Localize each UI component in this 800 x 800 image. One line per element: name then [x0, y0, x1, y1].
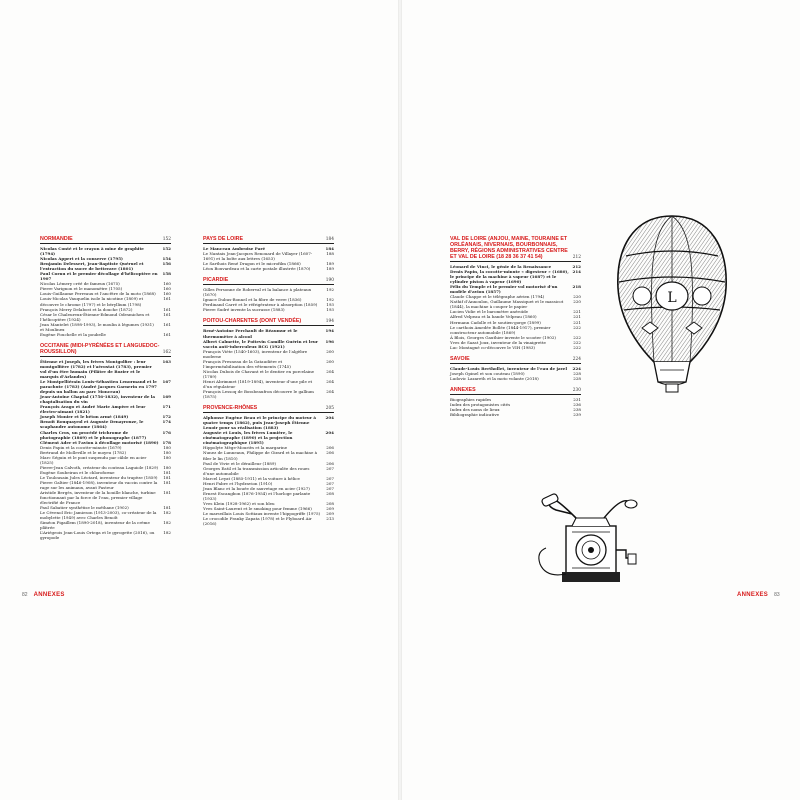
toc-entry[interactable]	[40, 490, 171, 505]
entry-page-number: 181	[163, 505, 171, 511]
entry-title: Yves Saint-Laurent et le smoking pour femme (1966)	[203, 505, 312, 511]
entry-page-number: 160	[163, 291, 171, 297]
section-title: POITOU-CHARENTES (DONT VENDÉE)	[203, 318, 302, 325]
toc-entry[interactable]	[203, 389, 334, 399]
entry-page-number: 213	[326, 516, 334, 522]
entry-title: Benoît Rouquayrol et Auguste Denayrouze, le scaphandre autonome (1864)	[40, 419, 144, 430]
entry-title: Le Sarthois René Dragon et le microfilm (1866)	[203, 261, 301, 267]
entry-title: Nunez de Lunneaux, Philippe de Girard et la machine à filer le lin (1810)	[203, 450, 318, 461]
entry-page-number: 182	[163, 520, 171, 526]
entry-page-number: 214	[572, 269, 581, 275]
entry-title: Le Manceau Ambroise Paré	[203, 246, 266, 251]
entry-title: Jean Blanc et la bouée de sauvetage en acier (1927)	[203, 485, 310, 491]
right-footer	[737, 592, 780, 598]
entry-title: Eugène Fouchelle et la poubelle	[40, 331, 106, 337]
toc-entry[interactable]	[40, 404, 171, 414]
entry-title: Nathif d’Annoulon, Guillaume Massiquet et le massicot (1844), la machine à couper le papier	[450, 299, 564, 310]
entry-page-number: 239	[573, 412, 581, 418]
entry-title: Index des noms de lieux	[450, 407, 500, 413]
entry-page-number: 204	[325, 415, 334, 421]
toc-section	[203, 236, 334, 271]
entry-title: Félix du Temple et le premier vol motorisé d’un modèle d’avion (1857)	[450, 284, 558, 295]
toc-entry[interactable]	[450, 299, 581, 309]
section-header	[450, 356, 581, 364]
section-title: PAYS DE LOIRE	[203, 236, 244, 242]
toc-section	[203, 318, 334, 399]
toc-entry[interactable]	[40, 332, 171, 337]
toc-section	[450, 387, 581, 417]
entry-title: Louis-Nicolas Vauquelin isole la nicotine (1809) et découvre le chrome (1797) et le béryllium (1798)	[40, 296, 144, 307]
section-label: ANNEXES	[33, 592, 65, 598]
entry-title: Yves Klein (1928-1962) et son bleu	[203, 500, 275, 506]
toc-entry[interactable]	[203, 328, 334, 338]
entry-title: Pierre-Jean Calvoth, créateur du couteau Laguiole (1829)	[40, 464, 159, 470]
entry-page-number: 208	[326, 490, 334, 496]
entry-title: Aristide Bergès, inventeur de la houille blanche, turbine fonctionnant par la force de l’eau, premier village électrifié de France	[40, 490, 156, 506]
toc-entry[interactable]	[40, 480, 171, 490]
entry-title: Lucien Vidie et le baromètre anéroïde	[450, 309, 529, 315]
section-title: NORMANDIE	[40, 236, 73, 242]
section-page-number: 162	[162, 349, 171, 355]
entry-page-number: 194	[325, 328, 334, 334]
entry-title: Le Cévenol Eric Jamieson (1913-2003), co-créateur de la mobylette (1949) avec Charles Benoît	[40, 510, 157, 521]
entry-page-number: 209	[326, 511, 334, 517]
toc-entry[interactable]	[203, 450, 334, 460]
entry-title: Henri Fabre et l’hydravion (1910)	[203, 480, 273, 486]
toc-entry[interactable]	[203, 466, 334, 476]
toc-section	[203, 277, 334, 312]
toc-column-1	[40, 236, 171, 547]
toc-entry[interactable]	[40, 455, 171, 465]
toc-entry[interactable]	[450, 412, 581, 417]
entry-title: Le Montpelliérain Louis-Sébastien Lenormand et le parachute (1783) (André Jacques Garnerin en 1797 depuis un ballon au parc Monceau)	[40, 379, 157, 395]
entry-title: Charles Cros, un procédé trichrome de photographie (1869) et le phonographe (1877)	[40, 429, 147, 440]
section-page-number: 212	[572, 255, 581, 260]
entry-title: Claude Chappe et le télégraphe aérien (1794)	[450, 294, 545, 300]
entry-page-number: 221	[573, 309, 581, 315]
entry-page-number: 207	[326, 485, 334, 491]
entry-title: Denis Papin et la cocotte-minute (1679)	[40, 444, 122, 450]
section-title: PICARDIE	[203, 277, 229, 284]
entry-title: Claude-Louis Berthollet, inventeur de l’eau de javel	[450, 365, 568, 371]
section-page-number: 205	[325, 406, 334, 412]
entry-page-number: 169	[162, 394, 171, 400]
entry-page-number: 189	[326, 266, 334, 272]
entry-page-number: 161	[163, 306, 171, 312]
entry-title: François Merry Delabost et la douche (1872)	[40, 306, 133, 312]
toc-section	[450, 236, 581, 350]
entry-title: René-Antoine Ferchault de Réaumur et le thermomètre à alcool	[203, 328, 298, 339]
entry-page-number: 222	[573, 344, 581, 350]
toc-entry[interactable]	[203, 287, 334, 297]
section-title: SAVOIE	[450, 355, 470, 362]
entry-page-number: 163	[162, 358, 171, 364]
toc-entry[interactable]	[40, 419, 171, 429]
entry-page-number: 207	[326, 480, 334, 486]
entry-page-number: 180	[163, 464, 171, 470]
entry-page-number: 161	[163, 331, 171, 337]
toc-entry[interactable]	[40, 510, 171, 520]
entry-page-number: 221	[573, 314, 581, 320]
toc-entry[interactable]	[203, 339, 334, 349]
antique-telephone-illustration	[532, 488, 642, 588]
entry-title: Ludovic Lazareth et la moto volante (2018)	[450, 375, 539, 381]
entry-page-number: 204	[325, 430, 334, 436]
section-label: ANNEXES	[737, 592, 769, 598]
entry-page-number: 181	[163, 469, 171, 475]
toc-entry[interactable]	[40, 271, 171, 281]
section-header	[203, 405, 334, 413]
entry-title: L’Ariégeois Jean-Louis Ortega et le gyrogette (2016), ou gyropode	[40, 530, 155, 541]
entry-page-number: 192	[326, 287, 334, 293]
toc-entry[interactable]	[40, 322, 171, 332]
entry-page-number: 160	[163, 281, 171, 287]
toc-entry[interactable]	[40, 246, 171, 256]
toc-entry[interactable]	[40, 520, 171, 530]
entry-page-number: 152	[162, 246, 171, 251]
toc-entry[interactable]	[203, 266, 334, 271]
entry-title: Paul de Vivie et le dérailleur (1889)	[203, 460, 276, 466]
entry-page-number: 220	[573, 299, 581, 305]
entry-title: Jean-Antoine Chaptal (1756-1832), inventeur de la chaptalisation du vin	[40, 394, 156, 405]
entry-title: Auguste et Louis, les frères Lumière, le cinématographe (1890) et la projection cinématographique (1895)	[203, 430, 293, 446]
entry-page-number: 222	[573, 334, 581, 340]
entry-page-number: 193	[326, 307, 334, 313]
entry-title: Gilles Personne de Roberval et la balance à plateaux (1670)	[203, 287, 311, 298]
entry-title: Albert Calmette, le Poitevin Camille Guérin et leur vaccin anti-tuberculeux BCG (1921)	[203, 338, 318, 349]
toc-entry[interactable]	[40, 394, 171, 404]
montgolfier-balloon-illustration	[612, 210, 732, 410]
entry-title: César le Chaleureux-Étienne-Edmond Odesmichen et l’hélicoptère (1924)	[40, 311, 150, 322]
entry-title: Nicolas Dubois de Chavant et le dentier en porcelaine (1789)	[203, 368, 315, 379]
section-header	[450, 387, 581, 395]
entry-page-number: 182	[163, 510, 171, 516]
entry-title: Nicolas Conté et le crayon à mine de graphite (1794)	[40, 246, 144, 257]
entry-page-number: 208	[326, 500, 334, 506]
entry-title: Nicolas Lémery créé de fameux (1675)	[40, 281, 120, 287]
entry-page-number: 156	[162, 261, 171, 267]
entry-page-number: 220	[573, 294, 581, 300]
entry-title: Hermann Cadolle et le soutien-gorge (1899)	[450, 319, 541, 325]
entry-title: Bibliographie indicative	[450, 412, 500, 418]
entry-page-number: 171	[162, 404, 171, 410]
entry-title: Étienne et Joseph, les frères Montgolfier : leur montgolfière (1782) et l’aérostat (1783), premier vol d’un être humain (Pilâtre de Rozier et le marquis d’Arlandes)	[40, 358, 152, 379]
page-number: 83	[774, 592, 780, 598]
entry-page-number: 154	[162, 256, 171, 262]
entry-title: François Fresneau de la Gataudière et l’imperméabilisation des vêtements (1745)	[203, 358, 291, 369]
entry-page-number: 206	[326, 445, 334, 451]
toc-entry[interactable]	[40, 379, 171, 394]
toc-entry[interactable]	[203, 251, 334, 261]
toc-column-2	[203, 236, 334, 532]
entry-title: Pierre Sudré invente la sucrasse (1883)	[203, 307, 285, 313]
section-header	[40, 236, 171, 244]
entry-page-number: 167	[162, 379, 171, 385]
entry-page-number: 184	[325, 246, 334, 251]
section-header	[203, 277, 334, 285]
toc-entry[interactable]	[203, 491, 334, 501]
section-page-number: 230	[572, 387, 581, 393]
entry-page-number: 182	[163, 530, 171, 536]
entry-title: Index des protagonistes cités	[450, 401, 511, 407]
toc-section	[450, 356, 581, 381]
entry-page-number: 161	[163, 296, 171, 302]
entry-title: Eugène Soubeiran et le chloroforme	[40, 469, 115, 475]
entry-page-number: 207	[326, 465, 334, 471]
entry-title: Alfred Velpeau et la bande Velpeau (1860)	[450, 314, 537, 320]
entry-title: Georges Eatil et la transmission articulée des roues d’une automobile	[203, 465, 310, 476]
entry-title: Ignace Dubus-Bonnel et la fibre de verre (1836)	[203, 297, 302, 303]
entry-page-number: 200	[326, 348, 334, 354]
toc-entry[interactable]	[450, 325, 581, 335]
entry-page-number: 180	[163, 444, 171, 450]
toc-entry[interactable]	[40, 430, 171, 440]
entry-page-number: 189	[326, 261, 334, 267]
toc-entry[interactable]	[450, 284, 581, 294]
entry-title: François Arago et André Marie Ampère et leur électro-aimant (1821)	[40, 404, 146, 415]
entry-page-number: 228	[573, 375, 581, 381]
toc-entry[interactable]	[203, 307, 334, 312]
entry-page-number: 206	[326, 450, 334, 456]
toc-entry[interactable]	[203, 369, 334, 379]
section-header	[203, 236, 334, 244]
entry-title: Le carthoix Amedée Bollée (1844-1917), premier constructeur automobile (1869)	[450, 324, 551, 335]
toc-entry[interactable]	[203, 415, 334, 430]
entry-title: Paul Cornu et le premier décollage d’hélicoptère en 1907	[40, 271, 158, 282]
entry-page-number: 160	[163, 286, 171, 292]
entry-title: Paul Sabatier synthétise le méthane (1902)	[40, 505, 129, 511]
entry-title: Marcel Leyat (1885-1911) et la voiture à hélice	[203, 475, 300, 481]
entry-page-number: 161	[163, 321, 171, 327]
entry-page-number: 221	[573, 319, 581, 325]
entry-page-number: 181	[163, 474, 171, 480]
entry-page-number: 200	[326, 358, 334, 364]
entry-title: François Viète (1540-1603), inventeur de l’algèbre moderne	[203, 348, 308, 359]
entry-page-number: 222	[573, 339, 581, 345]
entry-page-number: 196	[325, 338, 334, 344]
entry-page-number: 161	[163, 311, 171, 317]
toc-entry[interactable]	[450, 376, 581, 381]
entry-title: Léon Bouvardeau et la carte postale illustrée (1870)	[203, 266, 311, 272]
toc-entry[interactable]	[203, 379, 334, 389]
entry-title: Le Toulousain Jules Léotard, inventeur du trapèze (1859)	[40, 474, 158, 480]
section-page-number: 152	[162, 237, 171, 242]
entry-page-number: 176	[162, 429, 171, 435]
left-footer	[22, 592, 65, 598]
entry-title: Biographies rapides	[450, 396, 492, 402]
entry-title: Joseph Monier et le béton armé (1849)	[40, 414, 129, 420]
entry-page-number: 212	[572, 264, 581, 269]
entry-page-number: 207	[326, 475, 334, 481]
section-title: ANNEXES	[450, 386, 476, 393]
entry-page-number: 158	[162, 271, 171, 277]
toc-entry[interactable]	[40, 312, 171, 322]
toc-entry[interactable]	[450, 345, 581, 350]
toc-entry[interactable]	[40, 261, 171, 271]
section-header	[40, 343, 171, 357]
entry-title: Louis-Guillaume Perreaux et l’ancêtre de la moto (1868)	[40, 291, 156, 297]
toc-entry[interactable]	[203, 516, 334, 526]
entry-title: Luc Montagné co-découvre le VIH (1983)	[450, 344, 535, 350]
toc-section	[40, 343, 171, 541]
toc-section	[40, 236, 171, 337]
toc-entry[interactable]	[203, 430, 334, 445]
entry-title: Ernest Escangbon (1876-1954) et l’horloge parlante (1933)	[203, 490, 311, 501]
entry-page-number: 238	[573, 407, 581, 413]
entry-title: Siméon Pigaillem (1890-2018), inventeur de la crème plâtrée	[40, 520, 150, 531]
entry-page-number: 222	[573, 324, 581, 330]
entry-page-number: 188	[326, 251, 334, 257]
section-header	[450, 236, 581, 262]
toc-entry[interactable]	[203, 359, 334, 369]
entry-title: Le crocodile Franky Zapata (1978) et le Flyboard Air (2016)	[203, 516, 312, 527]
entry-title: Joseph Opinel et son couteau (1890)	[450, 370, 525, 376]
book-gutter	[398, 0, 402, 800]
entry-title: Bertrand de Molleville et le moyeu (1782)	[40, 449, 127, 455]
section-title: VAL DE LOIRE (ANJOU, MAINE, TOURAINE ET ORLÉANAIS, NIVERNAIS, BOURBONNAIS, BERRY, RÉGIONS ADMINISTRATIVES CENTRE ET VAL DE LOIRE (18 28 36 37 41 54)	[450, 236, 568, 260]
entry-title: Henri Abrimmet (1819-1894), inventeur d’une pile et d’un régulateur	[203, 378, 313, 389]
entry-page-number: 206	[326, 460, 334, 466]
entry-title: Nicolas Appert et la conserve (1795)	[40, 256, 123, 262]
entry-title: François Lessoq de Bossbeaufron découvre le gallium (1875)	[203, 389, 314, 400]
toc-entry[interactable]	[40, 359, 171, 379]
section-page-number: 194	[325, 319, 334, 325]
entry-page-number: 204	[326, 389, 334, 395]
entry-title: Léonard de Vinci, le génie de la Renaissance	[450, 264, 552, 269]
entry-page-number: 181	[163, 479, 171, 485]
entry-title: Yves de Sazat Joux, inventeur de la vinaigrette	[450, 339, 546, 345]
entry-title: Alphonse Eugène Beau et le principe du moteur à quatre temps (1862), puis Jean-Joseph Étienne Lenoir pour sa réalisation (1883)	[203, 415, 317, 431]
section-page-number: 184	[325, 237, 334, 242]
entry-page-number: 231	[573, 396, 581, 402]
entry-title: Pierre Galtier (1846-1908), inventeur du vaccin contre la rage sur les animaux, avant Pasteur	[40, 479, 158, 491]
section-page-number: 190	[325, 278, 334, 284]
entry-title: Hippolyte Mège-Mouriès et la margarine	[203, 445, 288, 451]
entry-title: Clément Ader et l’avion à décollage motorisé (1890)	[40, 439, 159, 445]
section-title: OCCITANIE (MIDI-PYRÉNÉES ET LANGUEDOC-ROUSSILLON)	[40, 342, 160, 355]
entry-page-number: 224	[572, 365, 581, 371]
entry-title: Marc Séguin et le pont suspendu par câble en acier (1825)	[40, 454, 147, 465]
entry-page-number: 172	[162, 414, 171, 420]
toc-entry[interactable]	[450, 269, 581, 284]
svg-text:L: L	[667, 290, 677, 306]
toc-entry[interactable]	[40, 296, 171, 306]
entry-page-number: 193	[326, 302, 334, 308]
entry-page-number: 218	[572, 284, 581, 290]
entry-page-number: 204	[326, 378, 334, 384]
entry-title: Pierre Varignon et le manomètre (1705)	[40, 286, 123, 292]
entry-title: Le marseillais Louis Sottiaux invente l’hippogriffe (1975)	[203, 511, 321, 517]
entry-title: Ferdinand Carré et le réfrigérateur à absorption (1859)	[203, 302, 318, 308]
section-header	[203, 318, 334, 326]
section-title: PROVENCE-RHÔNES	[203, 405, 258, 412]
toc-section	[203, 405, 334, 526]
toc-entry[interactable]	[40, 530, 171, 540]
entry-page-number: 209	[326, 505, 334, 511]
entry-page-number: 236	[573, 401, 581, 407]
entry-page-number: 204	[326, 368, 334, 374]
page-number: 82	[22, 592, 28, 598]
entry-page-number: 178	[162, 439, 171, 445]
entry-title: À Blois, Georges Gauthier invente le scooter (1902)	[450, 334, 556, 340]
entry-title: Le Nantais Jean-Jacques Renouard de Villayer (1607-1691) et la boîte aux lettres (1653)	[203, 251, 313, 262]
entry-title: Denis Papin, la cocotte-minute « digesteur » (1680), le principe de la machine à vapeur (1687) et le cylindre piston à vapeur (1690)	[450, 269, 569, 285]
section-page-number: 224	[572, 356, 581, 362]
entry-title: Jean Mantelet (1898-1993), le moulin à légumes (1931) et Moulinex	[40, 321, 154, 332]
entry-title: Benjamin Delessert, Jean-Baptiste Quéruel et l’extraction du sucre de betterave (1801)	[40, 261, 144, 272]
toc-column-3	[450, 236, 581, 423]
toc-entry[interactable]	[203, 349, 334, 359]
entry-page-number: 174	[162, 419, 171, 425]
entry-page-number: 181	[163, 490, 171, 496]
entry-page-number: 180	[163, 449, 171, 455]
entry-page-number: 192	[326, 297, 334, 303]
entry-page-number: 228	[573, 370, 581, 376]
entry-page-number: 180	[163, 454, 171, 460]
